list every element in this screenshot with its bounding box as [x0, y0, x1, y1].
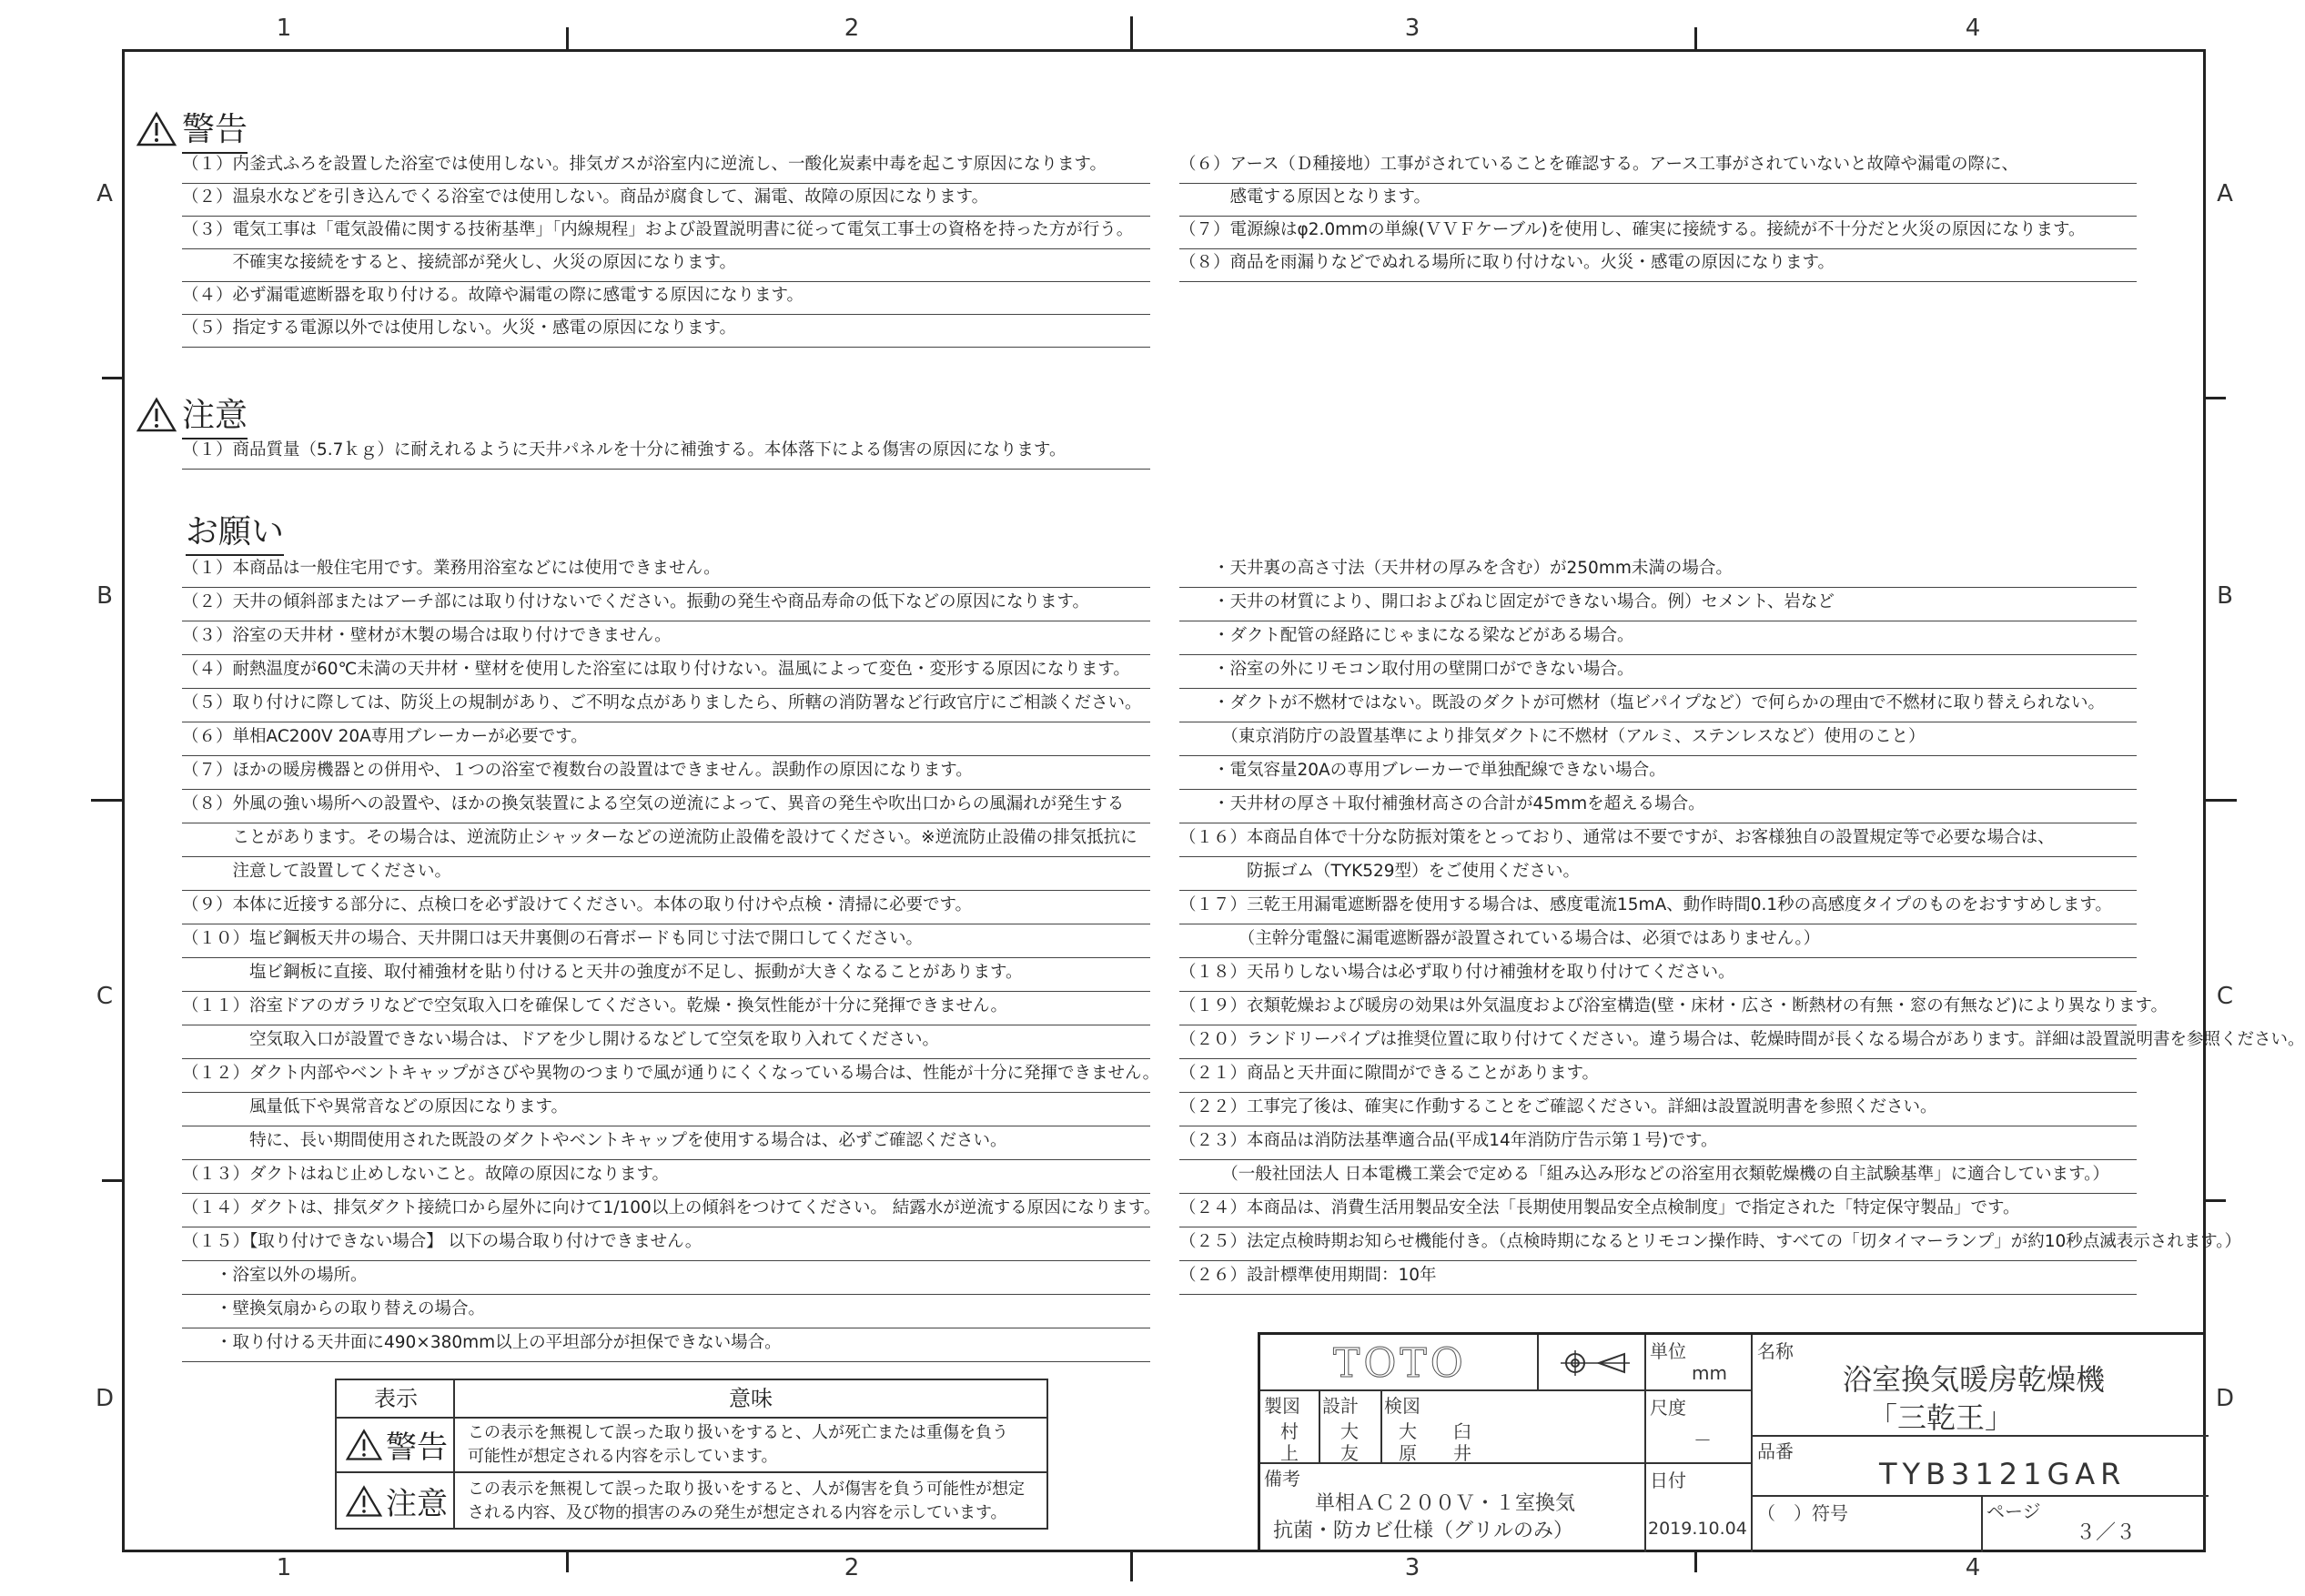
- inspect-name-2: 原 井: [1399, 1442, 1471, 1464]
- warning-line: （８）商品を雨漏りなどでぬれる場所に取り付けない。火災・感電の原因になります。: [1179, 249, 2137, 282]
- request-section-title: [186, 506, 284, 556]
- request-line: ・天井裏の高さ寸法（天井材の厚みを含む）が250mm未満の場合。: [1179, 555, 2137, 588]
- request-line: （主幹分電盤に漏電遮断器が設置されている場合は、必須ではありません。）: [1179, 925, 2137, 958]
- tb-divider: [1751, 1335, 1753, 1552]
- request-line: ・取り付ける天井面に490×380mm以上の平坦部分が担保できない場合。: [182, 1329, 1150, 1362]
- column-number-1-top: 1: [276, 15, 292, 42]
- row-letter-a-left: A: [96, 180, 113, 207]
- request-line: （東京消防庁の設置基準により排気ダクトに不燃材（アルミ、ステンレスなど）使用のこと）: [1179, 723, 2137, 756]
- request-line: 特に、長い期間使用された既設のダクトやベントキャップを使用する場合は、必ずご確認ください。: [182, 1127, 1150, 1160]
- part-no: TYB3121GAR: [1879, 1457, 2127, 1491]
- product-name: 浴室換気暖房乾燥機: [1843, 1362, 2106, 1397]
- tb-divider: [1537, 1335, 1539, 1389]
- row-letter-a-right: A: [2217, 180, 2233, 207]
- legend-warning-text: 警告: [386, 1429, 448, 1466]
- warning-line: （１）内釜式ふろを設置した浴室では使用しない。排気ガスが浴室内に逆流し、一酸化炭素中毒を起こす原因になります。: [182, 151, 1150, 184]
- notes-line-1: 単相ＡＣ２００Ｖ・１室換気: [1315, 1492, 1576, 1515]
- caution-title-text: 注意: [182, 389, 248, 439]
- request-line: ・ダクトが不燃材ではない。既設のダクトが可燃材（塩ビパイプなど）で何らかの理由で不燃材に取り替えられない。: [1179, 690, 2137, 722]
- warning-line: （７）電源線はφ2.0mmの単線(ＶＶＦケーブル)を使用し、確実に接続する。接続が不十分だと火災の原因になります。: [1179, 217, 2137, 249]
- warning-triangle-icon: [136, 111, 177, 147]
- part-no-label: 品番: [1757, 1440, 1794, 1462]
- legend-warning-desc-1: この表示を無視して誤った取り扱いをすると、人が死亡または重傷を負う: [468, 1423, 1008, 1442]
- title-block: [1258, 1332, 2206, 1552]
- date-label: 日付: [1650, 1470, 1686, 1491]
- legend-caution-label: [346, 1479, 448, 1523]
- unit-label: 単位: [1650, 1340, 1686, 1362]
- request-line: （２４）本商品は、消費生活用製品安全法「長期使用製品安全点検制度」で指定された「特定保守製品」です。: [1179, 1195, 2137, 1227]
- request-line: 塩ビ鋼板に直接、取付補強材を貼り付けると天井の強度が不足し、振動が大きくなることがあります。: [182, 959, 1150, 992]
- legend-caution-desc-2: される内容、及び物的損害のみの発生が想定される内容を示しています。: [468, 1503, 1007, 1522]
- inspect-name-1: 大 臼: [1399, 1420, 1471, 1442]
- grid-tick: [102, 377, 122, 379]
- request-line: 風量低下や異常音などの原因になります。: [182, 1094, 1150, 1126]
- column-number-4-top: 4: [1965, 15, 1981, 42]
- request-line: （７）ほかの暖房機器との併用や、１つの浴室で複数台の設置はできません。誤動作の原因になります。: [182, 757, 1150, 790]
- column-number-3-top: 3: [1404, 15, 1420, 42]
- request-line: （１０）塩ビ鋼板天井の場合、天井開口は天井裏側の石膏ボードも同じ寸法で開口してください。: [182, 925, 1150, 958]
- made-name-1: 村: [1280, 1420, 1299, 1442]
- request-line: ・天井材の厚さ＋取付補強材高さの合計が45mmを超える場合。: [1179, 791, 2137, 823]
- request-line: （１７）三乾王用漏電遮断器を使用する場合は、感度電流15mA、動作時間0.1秒の高感度タイプのものをおすすめします。: [1179, 892, 2137, 924]
- request-line: ・電気容量20Aの専用ブレーカーで単独配線できない場合。: [1179, 757, 2137, 790]
- warning-line: （２）温泉水などを引き込んでくる浴室では使用しない。商品が腐食して、漏電、故障の原因になります。: [182, 184, 1150, 217]
- legend-divider: [337, 1471, 1046, 1473]
- row-letter-c-right: C: [2216, 983, 2234, 1010]
- caution-line: （１）商品質量（5.7ｋｇ）に耐えれるように天井パネルを十分に補強する。本体落下による傷害の原因になります。: [182, 437, 1150, 470]
- request-line: （１）本商品は一般住宅用です。業務用浴室などには使用できません。: [182, 555, 1150, 588]
- row-letter-d-left: D: [95, 1385, 115, 1412]
- made-name-2: 上: [1280, 1442, 1299, 1464]
- grid-tick: [1694, 27, 1697, 49]
- request-line: （５）取り付けに際しては、防災上の規制があり、ご不明な点がありましたら、所轄の消防署など行政官庁にご相談ください。: [182, 690, 1150, 722]
- request-line: ・浴室以外の場所。: [182, 1262, 1150, 1295]
- request-line: ・浴室の外にリモコン取付用の壁開口ができない場合。: [1179, 656, 2137, 689]
- page-label: ページ: [1987, 1500, 2041, 1522]
- request-line: ・壁換気扇からの取り替えの場合。: [182, 1296, 1150, 1328]
- warning-title-text: 警告: [182, 104, 248, 154]
- grid-tick: [91, 799, 122, 802]
- request-line: 防振ゴム（TYK529型）をご使用ください。: [1179, 858, 2137, 891]
- warning-line: （６）アース（Ｄ種接地）工事がされていることを確認する。アース工事がされていないと故障や漏電の際に、: [1179, 151, 2137, 184]
- inspect-label: 検図: [1384, 1395, 1420, 1417]
- request-line: （３）浴室の天井材・壁材が木製の場合は取り付けできません。: [182, 622, 1150, 655]
- warning-line: （３）電気工事は「電気設備に関する技術基準」「内線規程」および設置説明書に従って電気工事士の資格を持った方が行う。: [182, 217, 1150, 249]
- legend-caution-desc-1: この表示を無視して誤った取り扱いをすると、人が傷害を負う可能性が想定: [468, 1480, 1025, 1499]
- made-label: 製図: [1264, 1395, 1300, 1417]
- grid-tick: [102, 1179, 122, 1182]
- column-number-1-bottom: 1: [276, 1554, 292, 1581]
- tb-divider: [1644, 1335, 1646, 1552]
- request-line: （２０）ランドリーパイプは推奨位置に取り付けてください。違う場合は、乾燥時間が長くなる場合があります。詳細は設置説明書を参照ください。: [1179, 1026, 2137, 1059]
- date-value: 2019.10.04: [1648, 1519, 1747, 1539]
- request-line: （２６）設計標準使用期間：10年: [1179, 1262, 2137, 1295]
- tb-divider: [1260, 1462, 1751, 1464]
- company-logo: TOTO: [1333, 1340, 1467, 1387]
- caution-triangle-icon: [346, 1484, 382, 1519]
- row-letter-b-right: B: [2217, 582, 2233, 610]
- legend-divider: [453, 1380, 455, 1528]
- notes-line-2: 抗菌・防カビ仕様（グリルのみ）: [1273, 1520, 1574, 1542]
- scale-value: －: [1693, 1429, 1712, 1451]
- legend-table: [335, 1379, 1048, 1530]
- warning-line: 不確実な接続をすると、接続部が発火し、火災の原因になります。: [182, 249, 1150, 282]
- request-line: （１５）【取り付けできない場合】 以下の場合取り付けできません。: [182, 1228, 1150, 1261]
- column-number-2-top: 2: [844, 15, 860, 42]
- request-line: 空気取入口が設置できない場合は、ドアを少し開けるなどして空気を取り入れてください。: [182, 1026, 1150, 1059]
- warning-section-title: [136, 104, 248, 154]
- request-line: （６）単相AC200V 20A専用ブレーカーが必要です。: [182, 723, 1150, 756]
- grid-tick: [1694, 1552, 1697, 1572]
- request-line: （１３）ダクトはねじ止めしないこと。故障の原因になります。: [182, 1161, 1150, 1194]
- grid-tick: [1130, 16, 1133, 49]
- request-line: ことがあります。その場合は、逆流防止シャッターなどの逆流防止設備を設けてください。※逆流防止設備の排気抵抗に: [182, 824, 1150, 857]
- legend-divider: [337, 1417, 1046, 1419]
- request-line: （１４）ダクトは、排気ダクト接続口から屋外に向けて1/100以上の傾斜をつけてください。 結露水が逆流する原因になります。: [182, 1195, 1150, 1227]
- design-label: 設計: [1322, 1395, 1359, 1417]
- request-title-text: お願い: [186, 506, 284, 556]
- projection-symbol-icon: [1557, 1348, 1633, 1379]
- unit-value: mm: [1692, 1362, 1727, 1384]
- tb-divider: [1981, 1495, 1983, 1552]
- request-line: （９）本体に近接する部分に、点検口を必ず設けてください。本体の取り付けや点検・清掃に必要です。: [182, 892, 1150, 924]
- request-line: （２）天井の傾斜部またはアーチ部には取り付けないでください。振動の発生や商品寿命の低下などの原因になります。: [182, 589, 1150, 621]
- grid-tick: [2206, 1199, 2226, 1202]
- request-line: ・天井の材質により、開口およびねじ固定ができない場合。例）セメント、岩など: [1179, 589, 2137, 621]
- column-number-4-bottom: 4: [1965, 1554, 1981, 1581]
- request-line: （１９）衣類乾燥および暖房の効果は外気温度および浴室構造(壁・床材・広さ・断熱材の有無・窓の有無など)により異なります。: [1179, 993, 2137, 1025]
- tb-divider: [1751, 1495, 2209, 1497]
- design-name-1: 大: [1340, 1420, 1359, 1442]
- request-line: （２３）本商品は消防法基準適合品(平成14年消防庁告示第１号)です。: [1179, 1127, 2137, 1160]
- scale-label: 尺度: [1650, 1397, 1686, 1419]
- row-letter-c-left: C: [96, 983, 114, 1010]
- request-line: （２２）工事完了後は、確実に作動することをご確認ください。詳細は設置説明書を参照ください。: [1179, 1094, 2137, 1126]
- legend-warning-desc-2: 可能性が想定される内容を示しています。: [468, 1447, 778, 1466]
- request-line: （８）外風の強い場所への設置や、ほかの換気装置による空気の逆流によって、異音の発生や吹出口からの風漏れが発生する: [182, 791, 1150, 823]
- request-line: （４）耐熱温度が60℃未満の天井材・壁材を使用した浴室には取り付けない。温風によって変色・変形する原因になります。: [182, 656, 1150, 689]
- tb-divider: [1260, 1389, 1644, 1391]
- legend-header-meaning: 意味: [729, 1386, 773, 1411]
- row-letter-d-right: D: [2215, 1385, 2235, 1412]
- caution-triangle-icon: [136, 397, 177, 433]
- request-line: 注意して設置してください。: [182, 858, 1150, 891]
- warning-line: （５）指定する電源以外では使用しない。火災・感電の原因になります。: [182, 315, 1150, 348]
- product-nickname: 「三乾王」: [1868, 1400, 2015, 1435]
- design-name-2: 友: [1340, 1442, 1359, 1464]
- legend-warning-label: [346, 1422, 448, 1467]
- legend-header-display: 表示: [374, 1386, 418, 1411]
- grid-tick: [566, 27, 569, 49]
- symbol-label: （ ）符号: [1757, 1502, 1848, 1524]
- page-value: ３／３: [2076, 1521, 2137, 1544]
- column-number-3-bottom: 3: [1404, 1554, 1420, 1581]
- tb-divider: [1319, 1389, 1320, 1462]
- grid-tick: [2206, 799, 2237, 802]
- caution-section-title: [136, 389, 248, 439]
- request-line: ・ダクト配管の経路にじゃまになる梁などがある場合。: [1179, 622, 2137, 655]
- request-line: （２５）法定点検時期お知らせ機能付き。（点検時期になるとリモコン操作時、すべての「切タイマーランプ」が約10秒点滅表示されます。）: [1179, 1228, 2137, 1261]
- warning-line: （４）必ず漏電遮断器を取り付ける。故障や漏電の際に感電する原因になります。: [182, 282, 1150, 315]
- request-line: （一般社団法人 日本電機工業会で定める「組み込み形などの浴室用衣類乾燥機の自主試験基準」に適合しています。）: [1179, 1161, 2137, 1194]
- column-number-2-bottom: 2: [844, 1554, 860, 1581]
- request-line: （１２）ダクト内部やベントキャップがさびや異物のつまりで風が通りにくくなっている場合は、性能が十分に発揮できません。: [182, 1060, 1150, 1093]
- grid-tick: [566, 1552, 569, 1572]
- tb-divider: [1380, 1389, 1382, 1462]
- row-letter-b-left: B: [96, 582, 113, 610]
- tb-divider: [1644, 1389, 1751, 1391]
- warning-line: 感電する原因となります。: [1179, 184, 2137, 217]
- grid-tick: [1130, 1552, 1133, 1581]
- notes-label: 備考: [1264, 1468, 1300, 1490]
- request-line: （１８）天吊りしない場合は必ず取り付け補強材を取り付けてください。: [1179, 959, 2137, 992]
- grid-tick: [2206, 397, 2226, 399]
- request-line: （１６）本商品自体で十分な防振対策をとっており、通常は不要ですが、お客様独自の設置規定等で必要な場合は、: [1179, 824, 2137, 857]
- name-label: 名称: [1757, 1340, 1794, 1362]
- request-line: （２１）商品と天井面に隙間ができることがあります。: [1179, 1060, 2137, 1093]
- legend-caution-text: 注意: [386, 1486, 448, 1522]
- warning-triangle-icon: [346, 1428, 382, 1462]
- request-line: （１１）浴室ドアのガラリなどで空気取入口を確保してください。乾燥・換気性能が十分に発揮できません。: [182, 993, 1150, 1025]
